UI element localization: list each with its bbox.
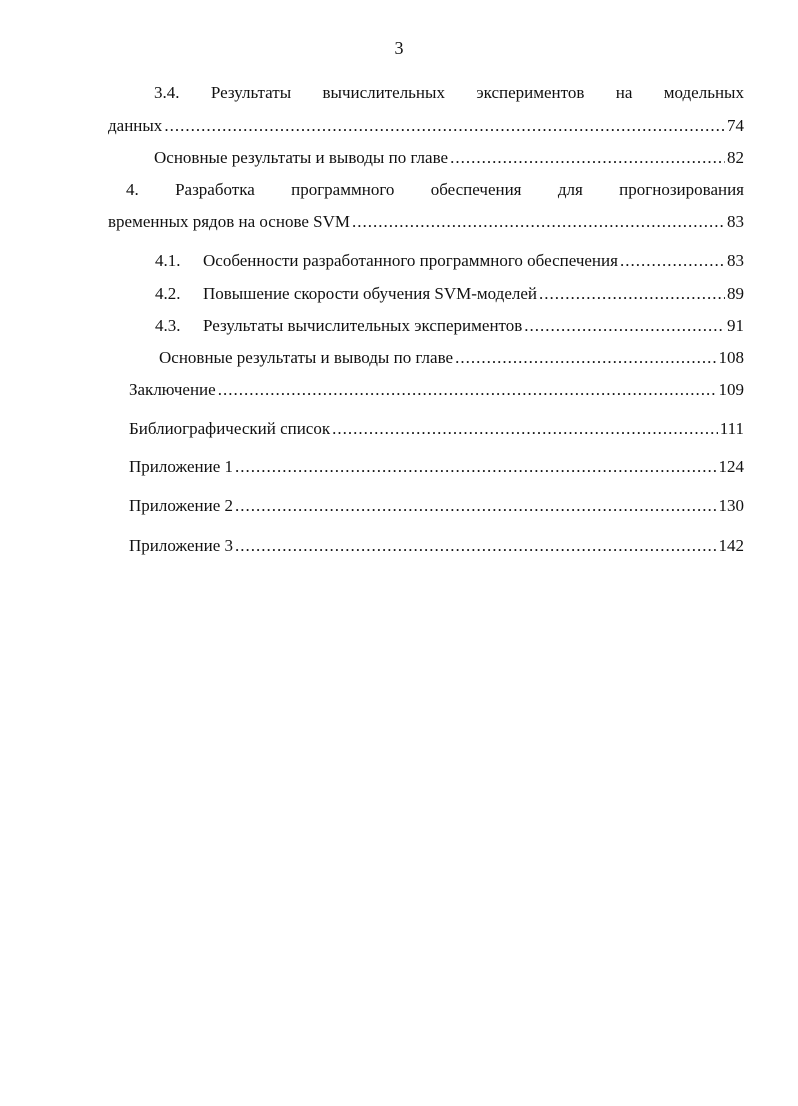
toc-word: программного [291, 180, 395, 199]
toc-title: Приложение 2 [129, 496, 233, 515]
toc-number: 4.3. [155, 316, 181, 335]
toc-title: Особенности разработанного программного обеспечения [203, 251, 618, 270]
toc-number: 4. [126, 180, 139, 199]
toc-page: 82 [727, 148, 744, 167]
toc-leader-dots [332, 418, 718, 440]
toc-leader-dots [235, 456, 717, 478]
toc-word: Результаты [210, 83, 292, 102]
toc-page: 111 [719, 419, 744, 438]
toc-leader-dots [352, 211, 725, 233]
toc-entry-4-3 [155, 315, 744, 337]
toc-word: Разработка [175, 180, 255, 199]
toc-number: 4.2. [155, 284, 181, 303]
toc-word: вычислительных [322, 83, 445, 102]
toc-page: 142 [718, 536, 744, 555]
toc-title: Результаты вычислительных экспериментов [203, 316, 523, 335]
toc-entry-summary-4 [159, 347, 744, 369]
toc-title: Библиографический список [129, 419, 331, 438]
toc-title-cont: временных рядов на основе SVM [108, 212, 351, 231]
toc-entry-summary-3 [154, 147, 744, 169]
toc-page: 124 [718, 457, 744, 476]
toc-word: прогнозирования [619, 180, 744, 199]
toc-page: 89 [727, 284, 744, 303]
toc-word: модельных [663, 83, 744, 102]
toc-page: 108 [718, 348, 744, 367]
toc-entry-chapter-4 [126, 179, 744, 201]
toc-leader-dots [524, 315, 725, 337]
toc-word: для [557, 180, 583, 199]
toc-leader-dots [620, 250, 725, 272]
toc-word: экспериментов [476, 83, 585, 102]
toc-entry-appendix-1 [129, 456, 744, 478]
toc-title: Основные результаты и выводы по главе [154, 148, 449, 167]
toc-entry-conclusion [129, 379, 744, 401]
toc-leader-dots [218, 379, 717, 401]
toc-title: Приложение 3 [129, 536, 233, 555]
toc-page: 74 [727, 116, 744, 135]
toc-page: 130 [718, 496, 744, 515]
toc-leader-dots [164, 115, 725, 137]
toc-entry-appendix-3 [129, 535, 744, 557]
toc-title: Заключение [129, 380, 216, 399]
toc-title: Основные результаты и выводы по главе [159, 348, 454, 367]
toc-word: на [615, 83, 633, 102]
toc-entry-appendix-2 [129, 495, 744, 517]
toc-title: Приложение 1 [129, 457, 233, 476]
toc-entry-4-1 [155, 250, 744, 272]
toc-leader-dots [235, 495, 717, 517]
toc-page: 109 [718, 380, 744, 399]
toc-page: 83 [727, 212, 744, 231]
page-number: 3 [394, 38, 404, 58]
toc-leader-dots [539, 283, 725, 305]
toc-leader-dots [450, 147, 725, 169]
toc-entry-4-2 [155, 283, 744, 305]
toc-entry-3-4 [154, 82, 744, 104]
toc-page: 83 [727, 251, 744, 270]
toc-entry-chapter-4-cont [108, 211, 744, 233]
toc-number: 4.1. [155, 251, 181, 270]
toc-entry-3-4-cont [108, 115, 744, 137]
toc-title: Повышение скорости обучения SVM-моделей [203, 284, 537, 303]
toc-page: 91 [727, 316, 744, 335]
toc-leader-dots [235, 535, 717, 557]
toc-entry-bibliography [129, 418, 744, 440]
toc-title-cont: данных [108, 116, 163, 135]
toc-leader-dots [455, 347, 716, 369]
toc-number: 3.4. [154, 83, 180, 102]
toc-word: обеспечения [430, 180, 522, 199]
